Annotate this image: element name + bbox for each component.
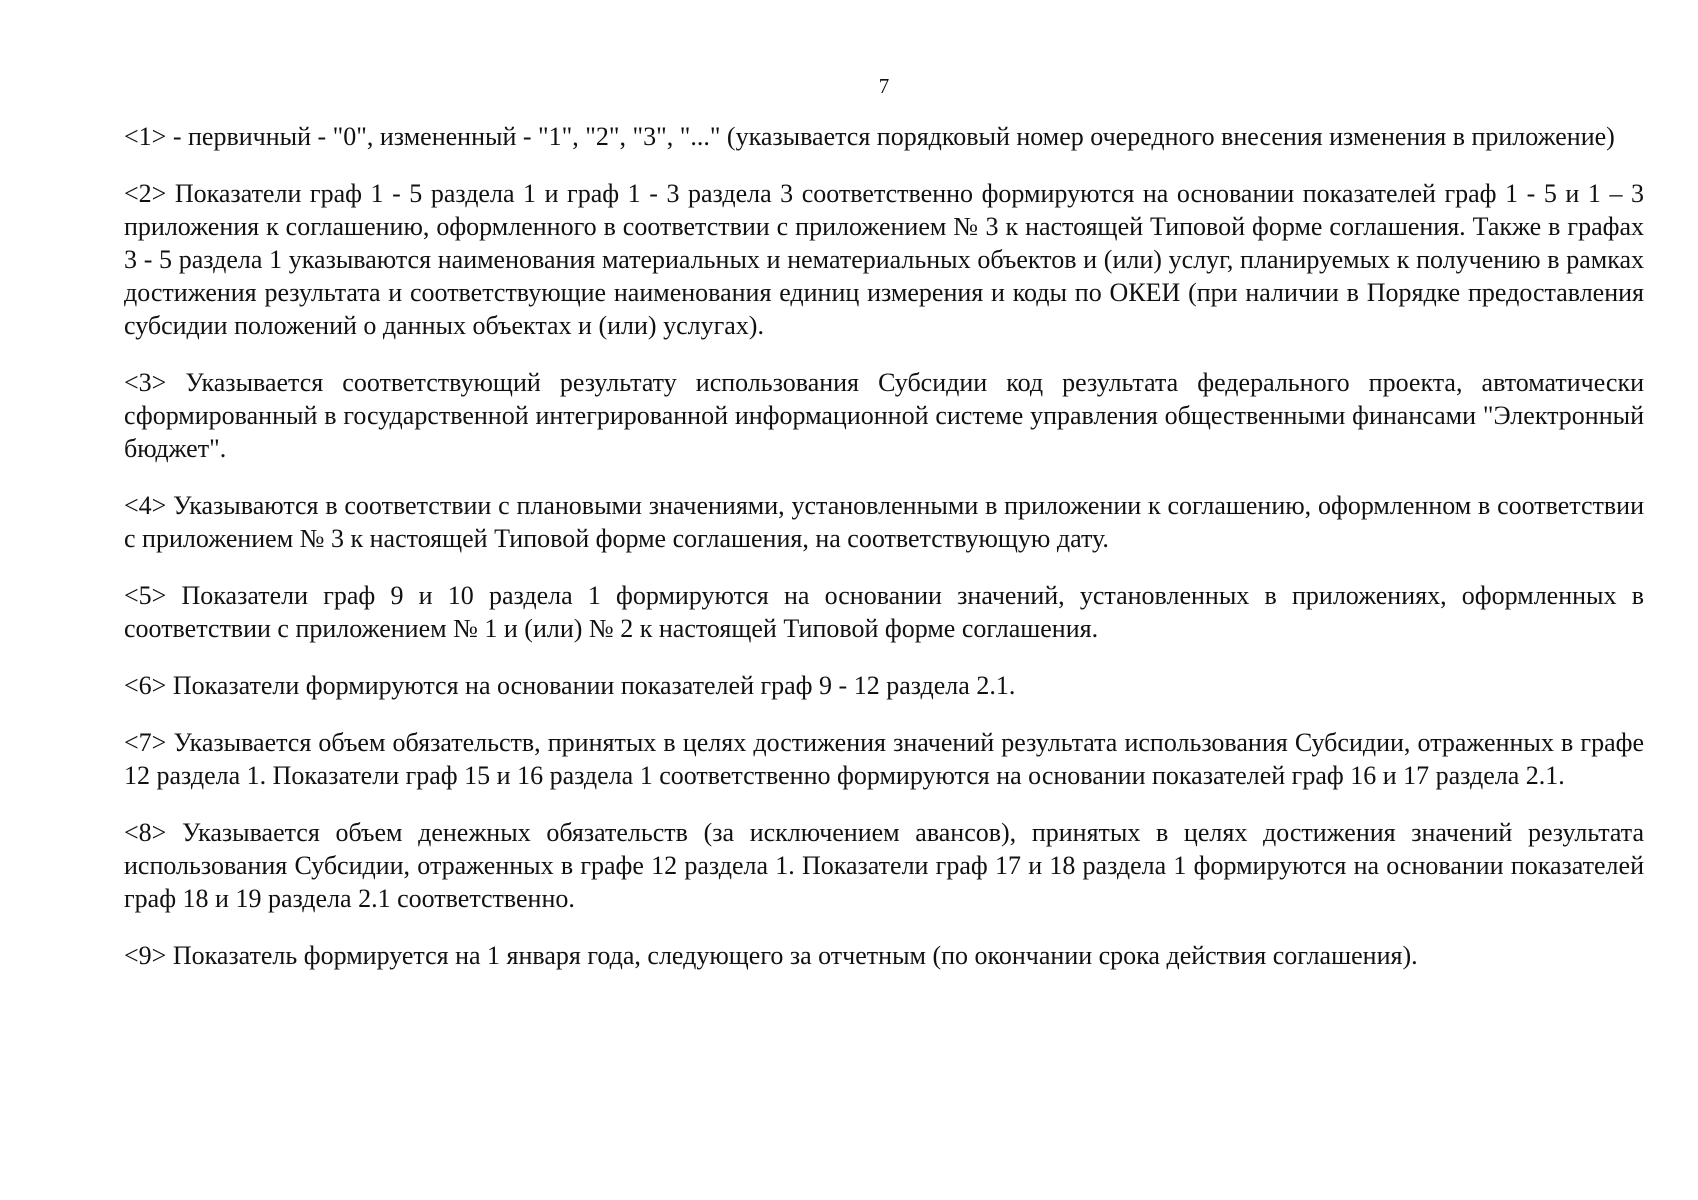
footnote-6: <6> Показатели формируются на основании показателей граф 9 - 12 раздела 2.1.	[124, 671, 1016, 700]
footnote-9: <9> Показатель формируется на 1 января года, следующего за отчетным (по окончании срока действия соглашения).	[124, 941, 1418, 970]
footnote-7: <7> Указывается объем обязательств, принятых в целях достижения значений результата использования Субсидии, отраженных в графе 12 раздела 1. Показатели граф 15 и 16 раздела 1 соответственно формируются на основании показателей граф 16 и 17 раздела 2.1.	[124, 728, 1644, 790]
footnote-2: <2> Показатели граф 1 - 5 раздела 1 и граф 1 - 3 раздела 3 соответственно формируются на основании показателей граф 1 - 5 и 1 – 3 приложения к соглашению, оформленного в соответствии с приложением № 3 к настоящей Типовой форме соглашения. Также в графах 3 - 5 раздела 1 указываются наименования материальных и нематериальных объектов и (или) услуг, планируемых к получению в рамках достижения результата и соответствующие наименования единиц измерения и коды по ОКЕИ (при наличии в Порядке предоставления субсидии положений о данных объектах и (или) услугах).	[124, 179, 1644, 340]
footnotes-list	[124, 120, 1644, 972]
footnote-8: <8> Указывается объем денежных обязательств (за исключением авансов), принятых в целях достижения значений результата использования Субсидии, отраженных в графе 12 раздела 1. Показатели граф 17 и 18 раздела 1 формируются на основании показателей граф 18 и 19 раздела 2.1 соответственно.	[124, 818, 1644, 913]
page-number: 7	[878, 74, 890, 98]
footnote-1: <1> - первичный - "0", измененный - "1", "2", "3", "..." (указывается порядковый номер очередного внесения изменения в приложение)	[124, 122, 1615, 151]
footnote-5: <5> Показатели граф 9 и 10 раздела 1 формируются на основании значений, установленных в приложениях, оформленных в соответствии с приложением № 1 и (или) № 2 к настоящей Типовой форме соглашения.	[124, 581, 1644, 643]
footnote-3: <3> Указывается соответствующий результату использования Субсидии код результата федерального проекта, автоматически сформированный в государственной интегрированной информационной системе управления общественными финансами "Электронный бюджет".	[124, 368, 1644, 463]
footnote-4: <4> Указываются в соответствии с плановыми значениями, установленными в приложении к соглашению, оформленном в соответствии с приложением № 3 к настоящей Типовой форме соглашения, на соответствующую дату.	[124, 491, 1644, 553]
